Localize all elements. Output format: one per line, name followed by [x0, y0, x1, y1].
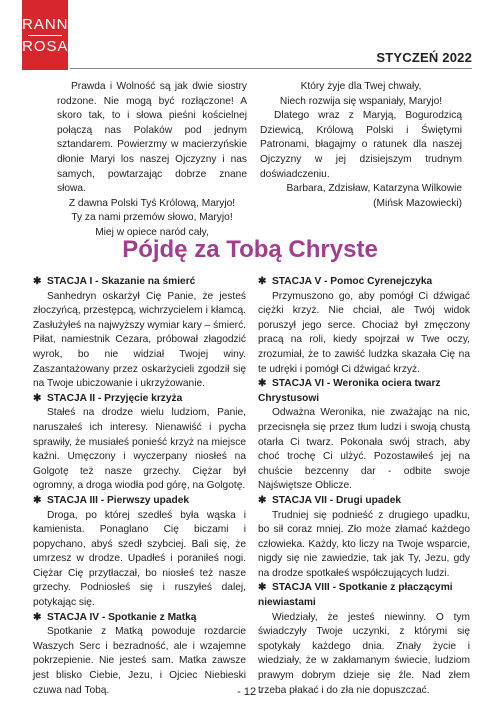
- intro-paragraph: Prawda i Wolność są jak dwie siostry rodzone. Nie mogą być rozłączone! A skoro tak, to i słowa pieśni kościelnej połączą nas Polaków pod jednym sztandarem. Powierzmy w macierzyńskie dłonie Maryi los naszej Ojczyzny i nas samych, powtarzając dobrze znane słowa.: [57, 81, 247, 195]
- signature-place: (Mińsk Mazowiecki): [373, 197, 462, 209]
- star-icon: ✱: [258, 378, 267, 390]
- station-text: Spotkanie z Matką powoduje rozdarcie Waszych Serc i bezradność, ale i wzajemne pokrzepienie. Nie jesteś sam. Matka zawsze jest blisko Ciebie, Jezu, i Ojciec Niebieski czuwa nad Tobą.: [33, 626, 246, 696]
- station-text: Stałeś na drodze wielu ludziom, Panie, naruszałeś ich interesy. Nienawiść i pycha sprawiły, że musiałeś ponieść krzyż na miejsce kaźni. Umęczony i wyczerpany niosłeś na Golgotę też nasze grzechy. Ciężar był ogromny, a droga wiodła pod górę, na Golgotę.: [33, 407, 246, 492]
- station-text: Przymuszono go, aby pomógł Ci dźwigać ciężki krzyż. Nie chciał, ale Twój widok poruszył jego serce. Chociaż był zmęczony pracą na roli, kiedy spojrzał w Twe oczy, zrozumiał, że to zawiść ludzka skazała Cię na te udręki i pomógł Ci dźwigać krzyż.: [258, 290, 470, 375]
- station-heading: ✱ STACJA II - Przyjęcie krzyża: [33, 392, 246, 407]
- station-heading: ✱ STACJA I - Skazanie na śmierć: [33, 275, 246, 290]
- logo-rule: [28, 35, 62, 36]
- station-text: Sanhedryn oskarżył Cię Panie, że jesteś złoczyńcą, przestępcą, wichrzycielem i kłamcą. Zasłużyłeś na najwyższy wymiar kary – śmierć. Piłat, namiestnik Cezara, próbował złagodzić wyrok, bo nie widział Twojej winy. Zaszantażowany przez oskarżycieli zgodził się na Twoje ubiczowanie i ukrzyżowanie.: [33, 290, 246, 390]
- star-icon: ✱: [33, 392, 42, 404]
- signature: Barbara, Zdzisław, Katarzyna Wilkowie: [286, 183, 462, 195]
- station-text: Odważna Weronika, nie zważając na nic, przecisnęła się przez tłum ludzi i swoją chustą otarła Ci twarz. Pokonała swój strach, aby choć trochę Ci ulżyć. Pozostawiłeś jej na chuście bezcenny dar - odbite swoje Najświętsze Oblicze.: [258, 407, 470, 492]
- station-text: Wiedziały, że jesteś niewinny. O tym świadczyły Twoje uczynki, z którymi się spotykały każdego dnia. Znały życie i wiedziały, że w zakłamanym świecie, ludziom prawym dobrym dzieje się źle. Nad złem trzeba płakać i do zła nie dopuszczać.: [258, 611, 470, 696]
- station-text: Droga, po której szedłeś była wąska i kamienista. Ponaglano Cię biczami i popychano, abyś szedł szybciej. Bali się, że umrzesz w drodze. Upadłeś i poraniłeś nogi. Ciężar Cię przytłaczał, bo niosłeś też nasze grzechy. Podniosłeś się i ruszyłeś dalej, potykając się.: [33, 509, 246, 609]
- station-heading: ✱ STACJA VIII - Spotkanie z płaczącymi niewiastami: [258, 582, 453, 609]
- poem-line: Miej w opiece naród cały,: [95, 226, 209, 238]
- star-icon: ✱: [33, 276, 42, 287]
- header-divider: [70, 68, 472, 69]
- star-icon: ✱: [33, 494, 42, 506]
- page-number: - 12 -: [237, 686, 263, 698]
- station-heading: ✱ STACJA VII - Drugi upadek: [258, 494, 470, 509]
- station-heading: ✱ STACJA IV - Spotkanie z Matką: [33, 611, 246, 626]
- poem-line: Ty za nami przemów słowo, Maryjo!: [71, 212, 233, 224]
- logo-line-2: ROSA: [22, 38, 69, 55]
- prayer-paragraph: Dlatego wraz z Maryją, Bogurodzicą Dziewicą, Królową Polski i Świętymi Patronami, błagajmy o ratunek dla naszej Ojczyzny w jej dzisiejszym trudnym doświadczeniu.: [260, 110, 462, 180]
- top-left-column: [57, 80, 247, 241]
- logo: [22, 0, 80, 70]
- poem-line: Niech rozwija się wspaniały, Maryjo!: [279, 95, 443, 107]
- issue-date: STYCZEŃ 2022: [376, 50, 472, 65]
- stations-right-column: [258, 275, 470, 698]
- poem-line: Z dawna Polski Tyś Królową, Maryjo!: [68, 197, 236, 209]
- station-heading: ✱ STACJA V - Pomoc Cyrenejczyka: [258, 275, 470, 290]
- star-icon: ✱: [258, 494, 267, 506]
- star-icon: ✱: [258, 582, 267, 594]
- station-text: Trudniej się podnieść z drugiego upadku, bo sił coraz mniej. Zło może złamać każdego człowieka. Każdy, kto liczy na Twoje wsparcie, nigdy się nie zawiedzie, tak jak Ty, Jezu, gdy na drodze spotkałeś współczujących ludzi.: [258, 509, 470, 579]
- star-icon: ✱: [258, 276, 267, 287]
- poem-line: Który żyje dla Twej chwały,: [300, 81, 422, 92]
- stations-left-column: [33, 275, 246, 698]
- station-heading: ✱ STACJA VI - Weronika ociera twarz Chrystusowi: [258, 378, 441, 404]
- logo-line-1: RANNA: [22, 16, 80, 33]
- top-right-column: [260, 80, 462, 211]
- station-heading: ✱ STACJA III - Pierwszy upadek: [33, 494, 246, 509]
- article-title: Pójdę za Tobą Chryste: [122, 236, 378, 263]
- star-icon: ✱: [33, 611, 42, 623]
